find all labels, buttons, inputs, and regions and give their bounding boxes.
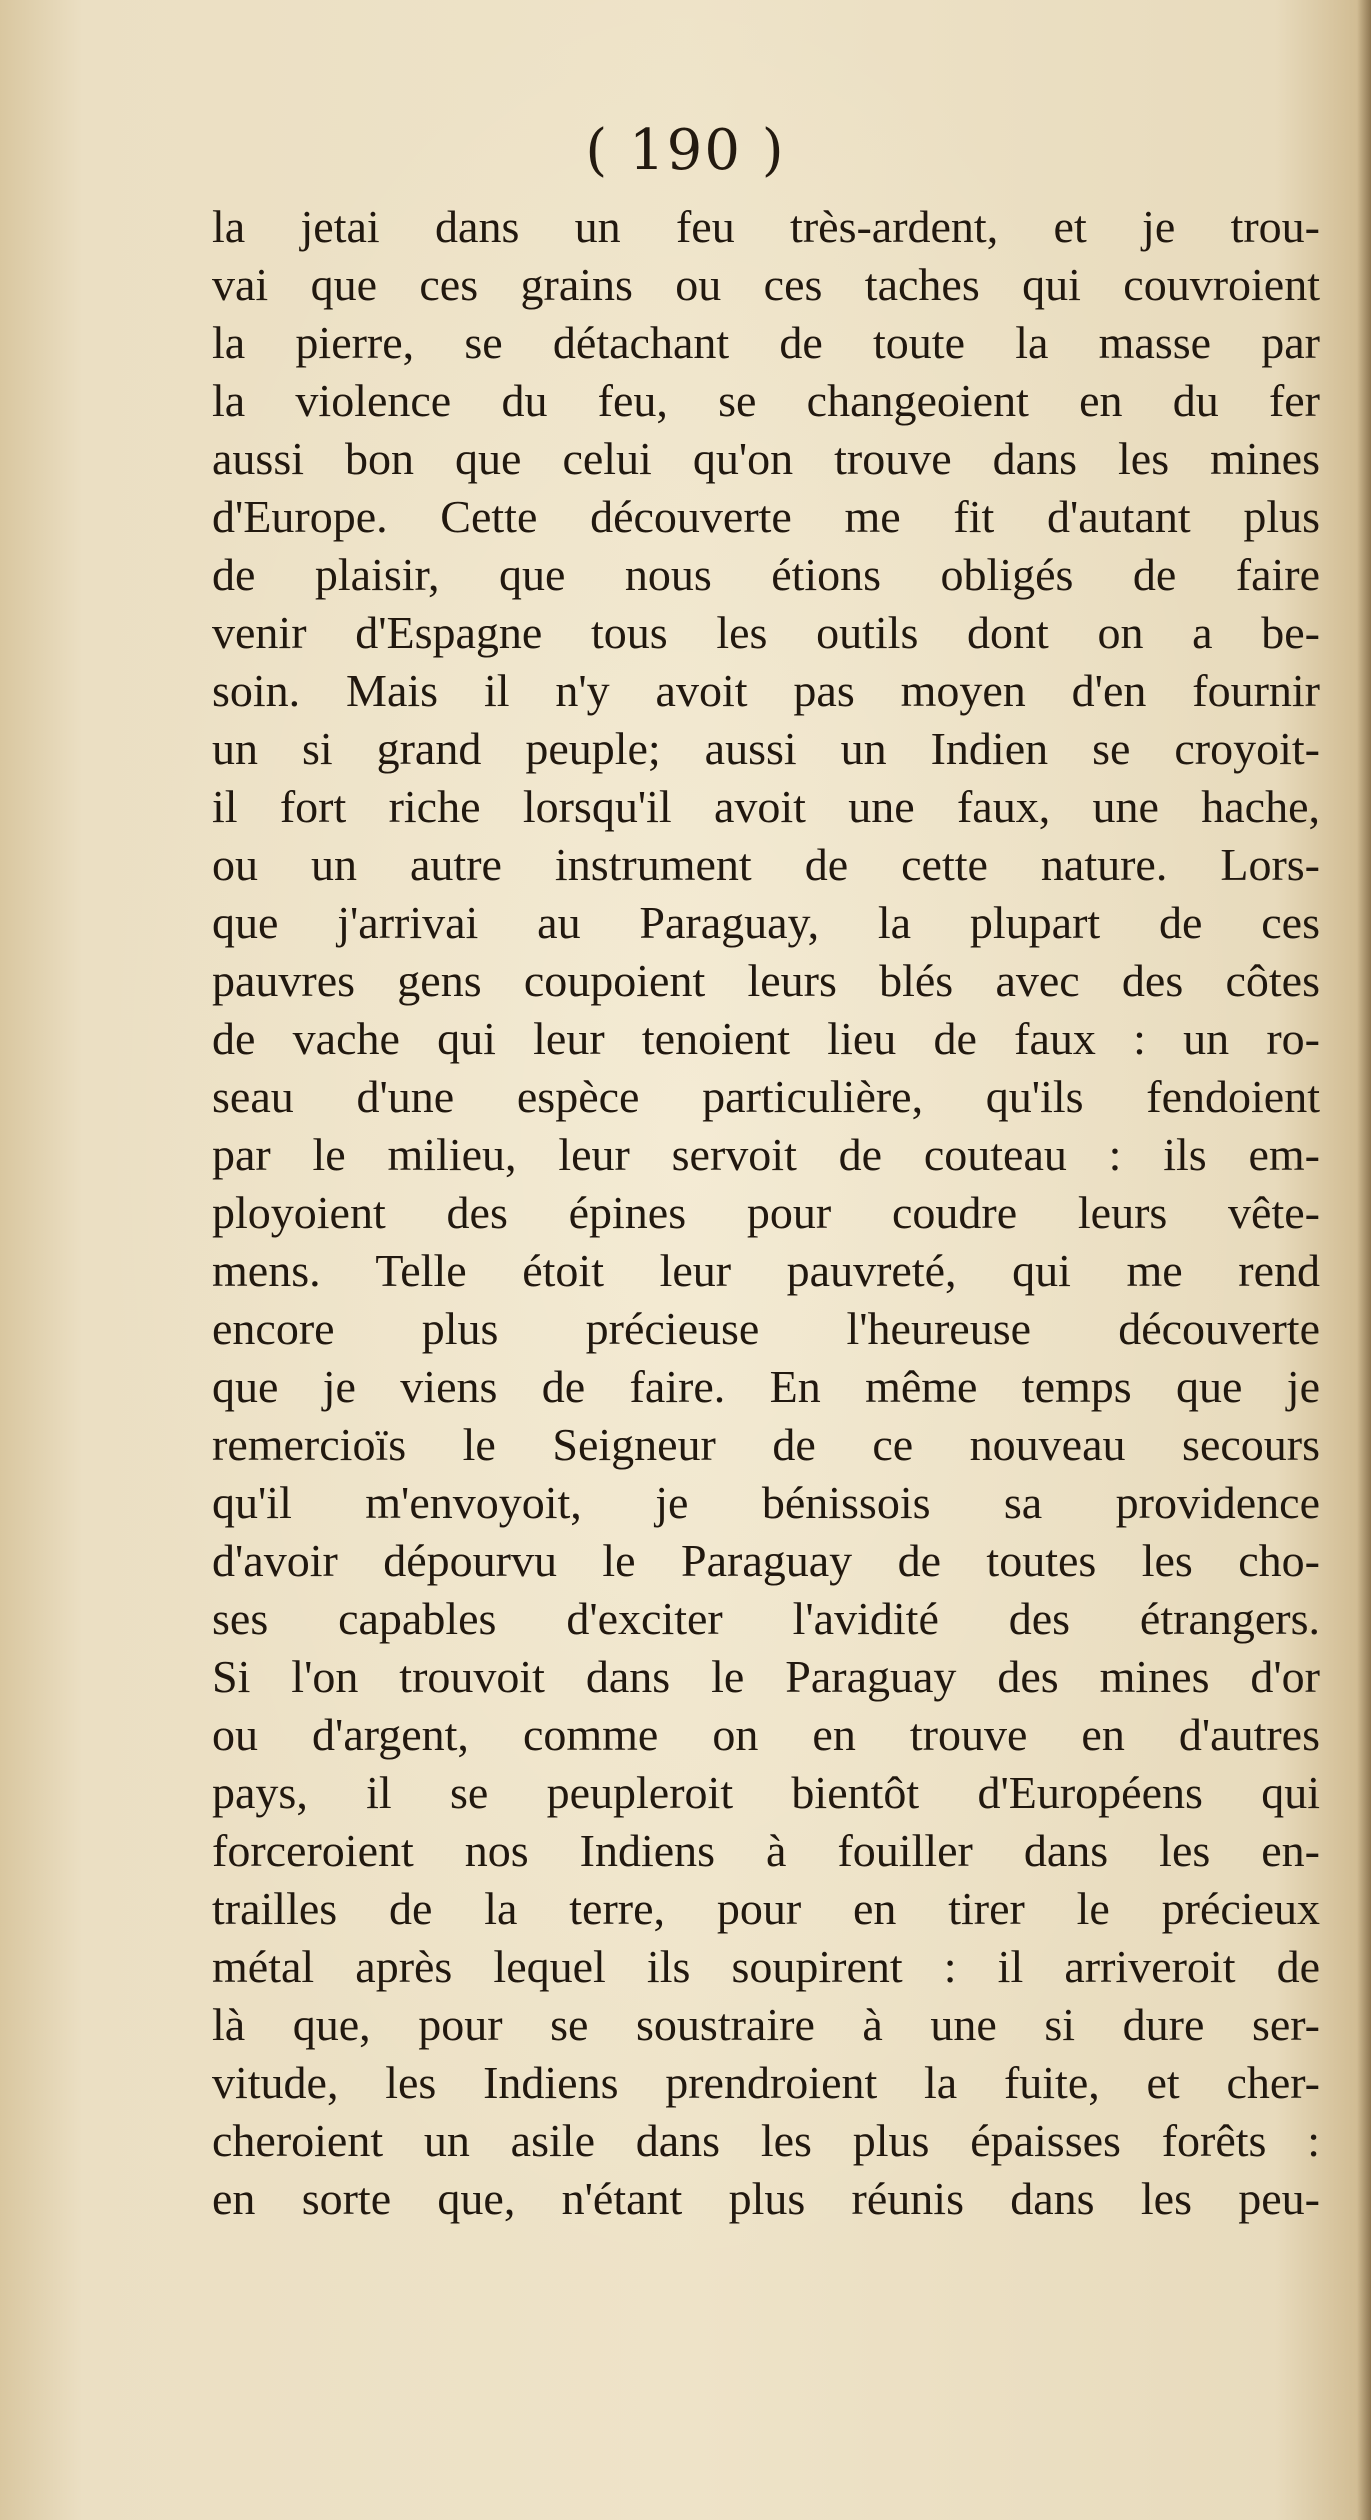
text-line: ses capables d'exciter l'avidité des étrangers. bbox=[212, 1593, 1320, 1644]
text-line: que j'arrivai au Paraguay, la plupart de ces bbox=[212, 897, 1320, 948]
text-line: il fort riche lorsqu'il avoit une faux, une hache, bbox=[212, 781, 1320, 832]
text-line: trailles de la terre, pour en tirer le précieux bbox=[212, 1883, 1320, 1934]
text-line: ou d'argent, comme on en trouve en d'autres bbox=[212, 1709, 1320, 1760]
body-text bbox=[212, 198, 1320, 2228]
text-line: par le milieu, leur servoit de couteau : ils em- bbox=[212, 1129, 1320, 1180]
page-number: ( 190 ) bbox=[585, 118, 786, 183]
text-line: la jetai dans un feu très-ardent, et je trou- bbox=[212, 201, 1320, 252]
text-line: soin. Mais il n'y avoit pas moyen d'en fournir bbox=[212, 665, 1320, 716]
text-line: cheroient un asile dans les plus épaisses forêts : bbox=[212, 2115, 1320, 2166]
text-line: la violence du feu, se changeoient en du fer bbox=[212, 375, 1320, 426]
text-line: ou un autre instrument de cette nature. Lors- bbox=[212, 839, 1320, 890]
text-line: qu'il m'envoyoit, je bénissois sa providence bbox=[212, 1477, 1320, 1528]
text-line: vai que ces grains ou ces taches qui couvroient bbox=[212, 259, 1320, 310]
text-line: de vache qui leur tenoient lieu de faux : un ro- bbox=[212, 1013, 1320, 1064]
text-line: métal après lequel ils soupirent : il arriveroit de bbox=[212, 1941, 1320, 1992]
text-line: mens. Telle étoit leur pauvreté, qui me rend bbox=[212, 1245, 1320, 1296]
text-line: venir d'Espagne tous les outils dont on a be- bbox=[212, 607, 1320, 658]
text-line: pauvres gens coupoient leurs blés avec des côtes bbox=[212, 955, 1320, 1006]
text-line: vitude, les Indiens prendroient la fuite, et cher- bbox=[212, 2057, 1320, 2108]
text-line: remercioïs le Seigneur de ce nouveau secours bbox=[212, 1419, 1320, 1470]
text-line: en sorte que, n'étant plus réunis dans les peu- bbox=[212, 2173, 1320, 2224]
text-line: forceroient nos Indiens à fouiller dans les en- bbox=[212, 1825, 1320, 1876]
page-edge-shadow bbox=[1357, 0, 1371, 2520]
text-line: d'Europe. Cette découverte me fit d'autant plus bbox=[212, 491, 1320, 542]
text-line: seau d'une espèce particulière, qu'ils fendoient bbox=[212, 1071, 1320, 1122]
text-line: un si grand peuple; aussi un Indien se croyoit- bbox=[212, 723, 1320, 774]
text-line: que je viens de faire. En même temps que je bbox=[212, 1361, 1320, 1412]
text-line: pays, il se peupleroit bientôt d'Européens qui bbox=[212, 1767, 1320, 1818]
text-line: ployoient des épines pour coudre leurs vête- bbox=[212, 1187, 1320, 1238]
text-line: encore plus précieuse l'heureuse découverte bbox=[212, 1303, 1320, 1354]
text-line: Si l'on trouvoit dans le Paraguay des mines d'or bbox=[212, 1651, 1320, 1702]
text-line: de plaisir, que nous étions obligés de faire bbox=[212, 549, 1320, 600]
text-line: la pierre, se détachant de toute la masse par bbox=[212, 317, 1320, 368]
text-line: là que, pour se soustraire à une si dure ser- bbox=[212, 1999, 1320, 2050]
text-line: d'avoir dépourvu le Paraguay de toutes les cho- bbox=[212, 1535, 1320, 1586]
text-line: aussi bon que celui qu'on trouve dans les mines bbox=[212, 433, 1320, 484]
